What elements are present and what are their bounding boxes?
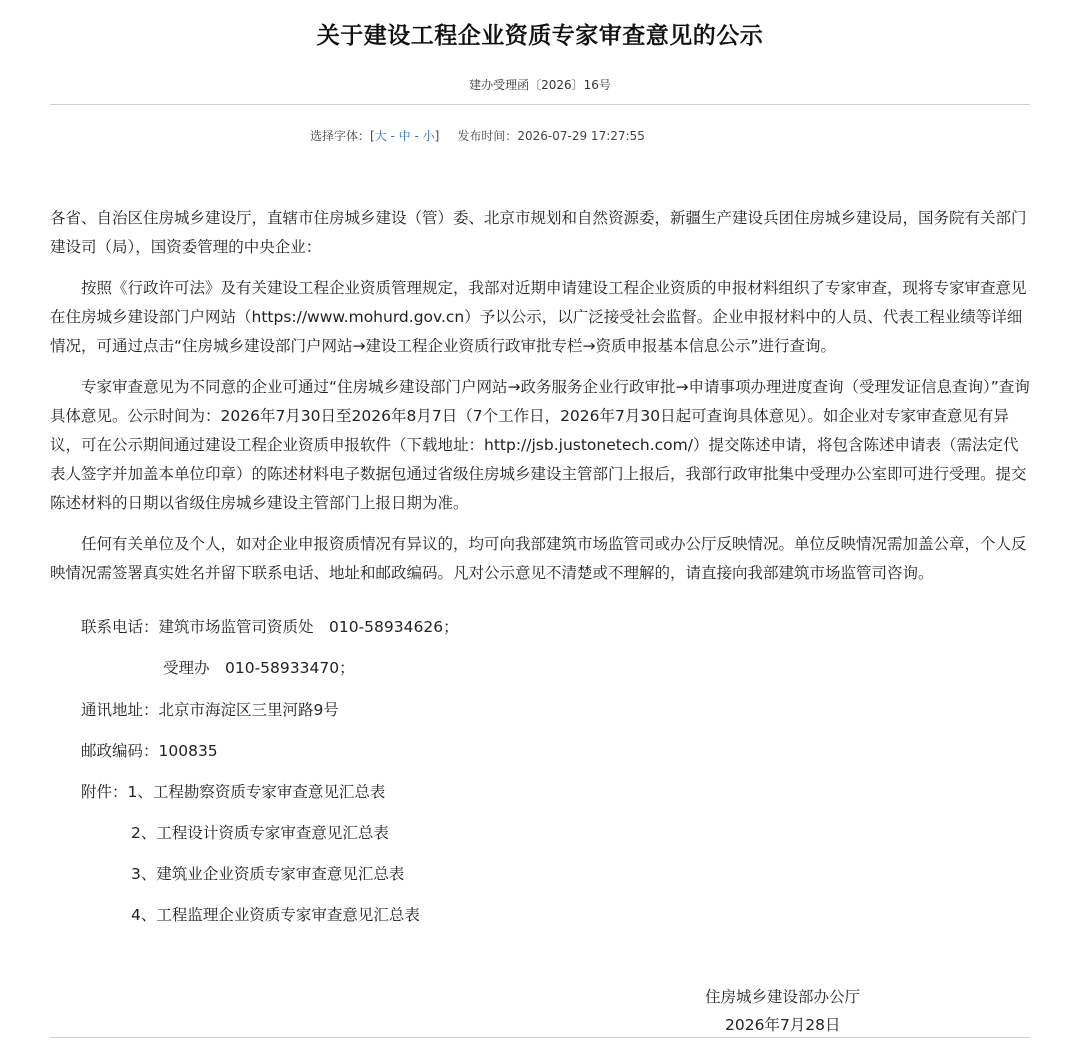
font-size-separator: -	[386, 129, 399, 143]
contact-phone-2: 受理办 010-58933470；	[163, 659, 355, 677]
contact-address: 通讯地址：北京市海淀区三里河路9号	[81, 701, 339, 719]
body-paragraph: 按照《行政许可法》及有关建设工程企业资质管理规定，我部对近期申请建设工程企业资质的申报材料组织了专家审查，现将专家审查意见在住房城乡建设部门户网站（https://www.mohurd.gov.cn）予以公示，以广泛接受社会监督。企业申报材料中的人员、代表工程业绩等详细情况，可通过点击“住房城乡建设部门户网站→建设工程企业资质行政审批专栏→资质申报基本信息公示”进行查询。	[50, 279, 1027, 355]
body-paragraph: 任何有关单位及个人，如对企业申报资质情况有异议的，均可向我部建筑市场监管司或办公厅反映情况。单位反映情况需加盖公章，个人反映情况需签署真实姓名并留下联系电话、地址和邮政编码。凡对公示意见不清楚或不理解的，请直接向我部建筑市场监管司咨询。	[50, 535, 1027, 582]
footer-divider	[50, 1037, 1030, 1038]
attachment-item-4: 4、工程监理企业资质专家审查意见汇总表	[131, 906, 420, 924]
attachment-item-2: 2、工程设计资质专家审查意见汇总表	[131, 824, 389, 842]
document-number: 建办受理函〔2026〕16号	[469, 78, 611, 92]
attachment-item-1: 附件：1、工程勘察资质专家审查意见汇总表	[81, 783, 386, 801]
font-size-large-link[interactable]: 大	[374, 129, 387, 143]
page-title: 关于建设工程企业资质专家审查意见的公示	[316, 23, 764, 49]
body-paragraph: 专家审查意见为不同意的企业可通过“住房城乡建设部门户网站→政务服务企业行政审批→申请事项办理进度查询（受理发证信息查询）”查询具体意见。公示时间为：2026年7月30日至2026年8月7日（7个工作日，2026年7月30日起可查询具体意见）。如企业对专家审查意见有异议，可在公示期间通过建设工程企业资质申报软件（下载地址：http://jsb.justonetech.com/）提交陈述申请，将包含陈述申请表（需法定代表人签字并加盖本单位印章）的陈述材料电子数据包通过省级住房城乡建设主管部门上报后，我部行政审批集中受理办公室即可进行受理。提交陈述材料的日期以省级住房城乡建设主管部门上报日期为准。	[50, 378, 1030, 512]
font-size-separator: -	[410, 129, 423, 143]
contact-postcode: 邮政编码：100835	[81, 742, 218, 760]
meta-bar	[310, 127, 645, 144]
header-divider	[50, 104, 1030, 105]
publish-label: 发布时间：	[457, 129, 518, 143]
signature-org: 住房城乡建设部办公厅	[705, 988, 861, 1006]
font-size-close: ]	[434, 129, 440, 143]
publish-time: 2026-07-29 17:27:55	[517, 129, 645, 143]
attachment-item-3: 3、建筑业企业资质专家审查意见汇总表	[131, 865, 405, 883]
font-size-label: 选择字体：[	[310, 129, 375, 143]
font-size-medium-link[interactable]: 中	[398, 129, 411, 143]
contact-phone-1: 联系电话：建筑市场监管司资质处 010-58934626；	[81, 618, 459, 636]
salutation-paragraph: 各省、自治区住房城乡建设厅，直辖市住房城乡建设（管）委、北京市规划和自然资源委，新疆生产建设兵团住房城乡建设局，国务院有关部门建设司（局），国资委管理的中央企业：	[50, 209, 1027, 256]
font-size-selector	[375, 129, 435, 143]
font-size-small-link[interactable]: 小	[422, 129, 435, 143]
signature-date: 2026年7月28日	[725, 1016, 841, 1034]
notice-body	[50, 204, 1030, 600]
